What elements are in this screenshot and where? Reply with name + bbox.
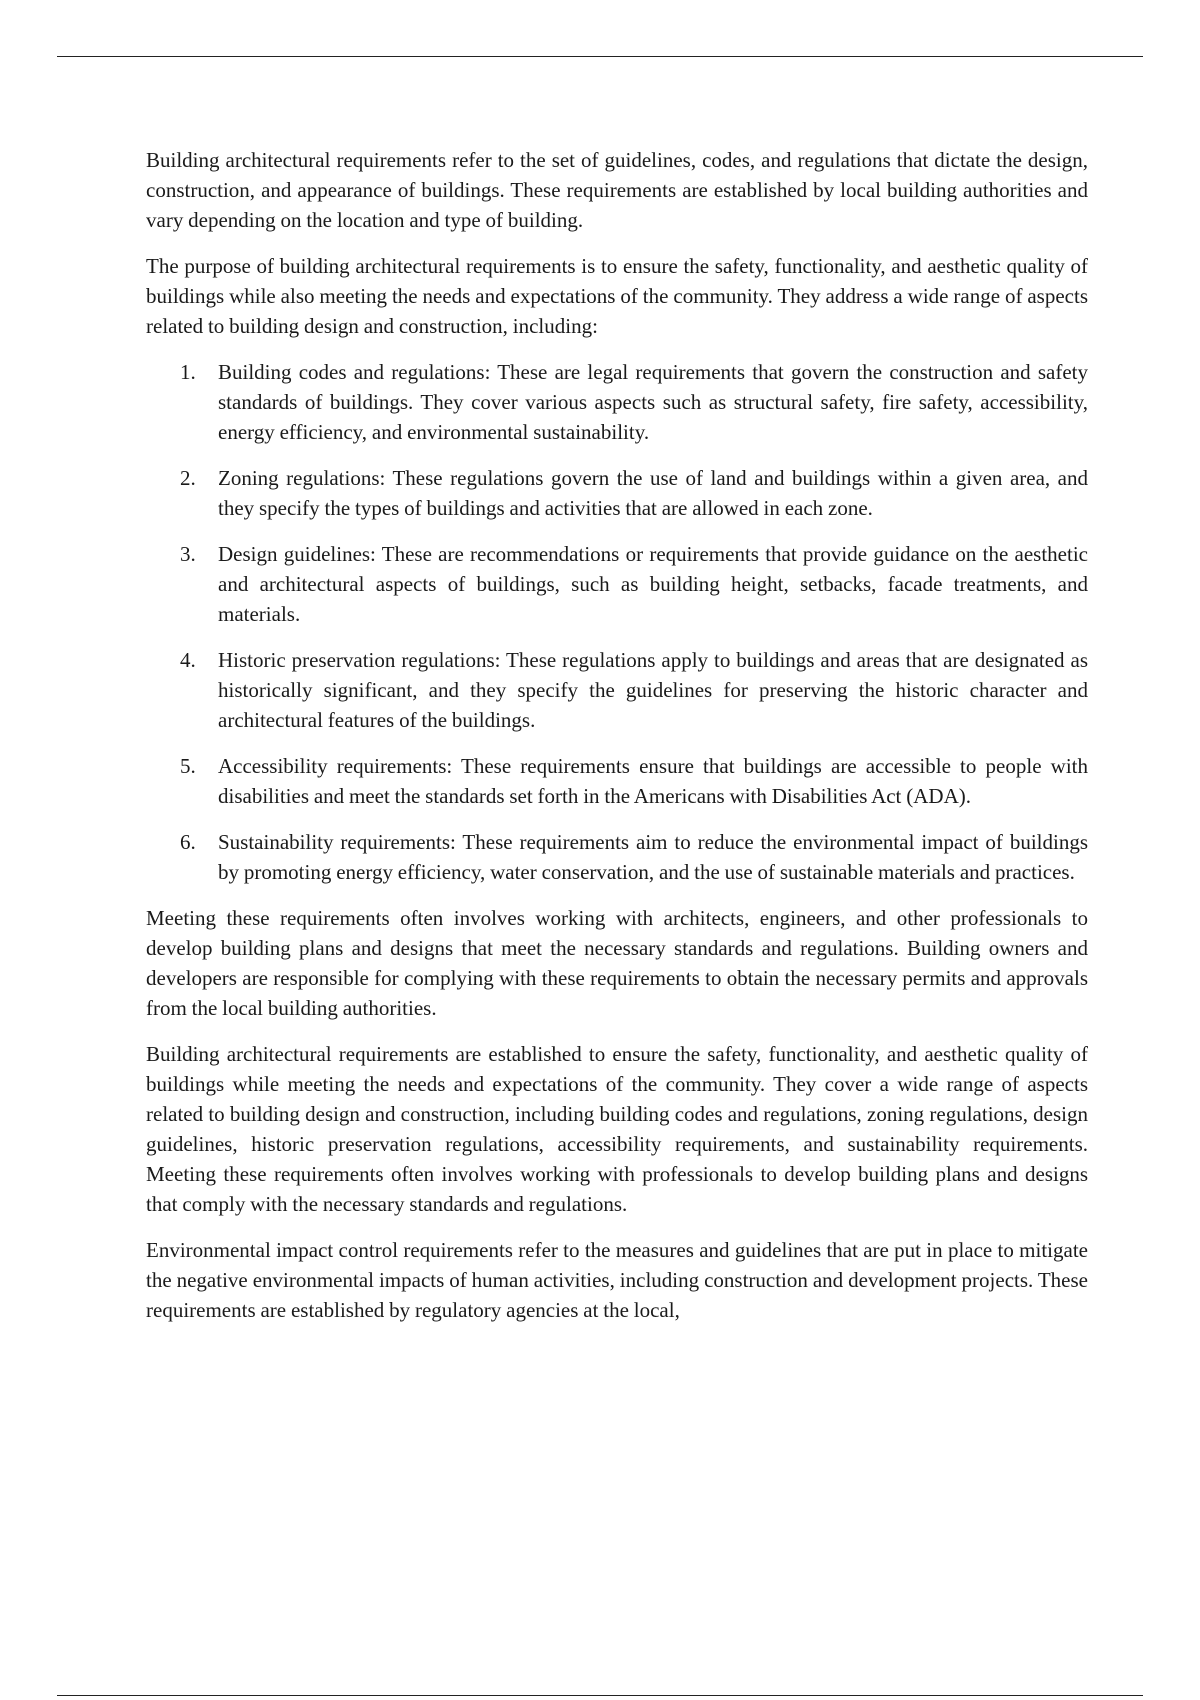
compliance-paragraph: Meeting these requirements often involves working with architects, engineers, and other professionals to develop building plans and designs that meet the necessary standards and regulations. Building owners and developers are responsible for complying with these requirements to obtain the necessary permits and approvals from the local building authorities. <box>146 906 1088 1020</box>
environmental-paragraph: Environmental impact control requirements refer to the measures and guidelines that are put in place to mitigate the negative environmental impacts of human activities, including construction and development projects. These requirements are established by regulatory agencies at the local, <box>146 1238 1088 1322</box>
list-item <box>146 539 1088 629</box>
document-body <box>146 145 1088 1341</box>
list-item-number: 3. <box>180 542 196 566</box>
list-item-number: 5. <box>180 754 196 778</box>
list-item-number: 4. <box>180 648 196 672</box>
list-item <box>146 357 1088 447</box>
list-item <box>146 827 1088 887</box>
purpose-paragraph: The purpose of building architectural requirements is to ensure the safety, functionality, and aesthetic quality of buildings while also meeting the needs and expectations of the community. They address a wide range of aspects related to building design and construction, including: <box>146 254 1088 338</box>
list-item-text: Sustainability requirements: These requirements aim to reduce the environmental impact of buildings by promoting energy efficiency, water conservation, and the use of sustainable materials and practices. <box>218 830 1088 884</box>
footer-rule <box>57 1695 1143 1696</box>
summary-paragraph: Building architectural requirements are established to ensure the safety, functionality, and aesthetic quality of buildings while meeting the needs and expectations of the community. They cover a wide range of aspects related to building design and construction, including building codes and regulations, zoning regulations, design guidelines, historic preservation regulations, accessibility requirements, and sustainability requirements. Meeting these requirements often involves working with professionals to develop building plans and designs that comply with the necessary standards and regulations. <box>146 1042 1088 1216</box>
list-item-text: Accessibility requirements: These requirements ensure that buildings are accessible to people with disabilities and meet the standards set forth in the Americans with Disabilities Act (ADA). <box>218 754 1088 808</box>
list-item <box>146 645 1088 735</box>
header-rule <box>57 56 1143 57</box>
list-item-number: 2. <box>180 466 196 490</box>
list-item-text: Zoning regulations: These regulations govern the use of land and buildings within a given area, and they specify the types of buildings and activities that are allowed in each zone. <box>218 466 1088 520</box>
list-item-text: Historic preservation regulations: These regulations apply to buildings and areas that are designated as historically significant, and they specify the guidelines for preserving the historic character and architectural features of the buildings. <box>218 648 1088 732</box>
list-item-number: 6. <box>180 830 196 854</box>
list-item-number: 1. <box>180 360 196 384</box>
list-item <box>146 463 1088 523</box>
list-item-text: Building codes and regulations: These are legal requirements that govern the construction and safety standards of buildings. They cover various aspects such as structural safety, fire safety, accessibility, energy efficiency, and environmental sustainability. <box>218 360 1088 444</box>
list-item-text: Design guidelines: These are recommendations or requirements that provide guidance on the aesthetic and architectural aspects of buildings, such as building height, setbacks, facade treatments, and materials. <box>218 542 1088 626</box>
list-item <box>146 751 1088 811</box>
intro-paragraph: Building architectural requirements refer to the set of guidelines, codes, and regulations that dictate the design, construction, and appearance of buildings. These requirements are established by local building authorities and vary depending on the location and type of building. <box>146 148 1088 232</box>
requirements-list <box>146 357 1088 887</box>
